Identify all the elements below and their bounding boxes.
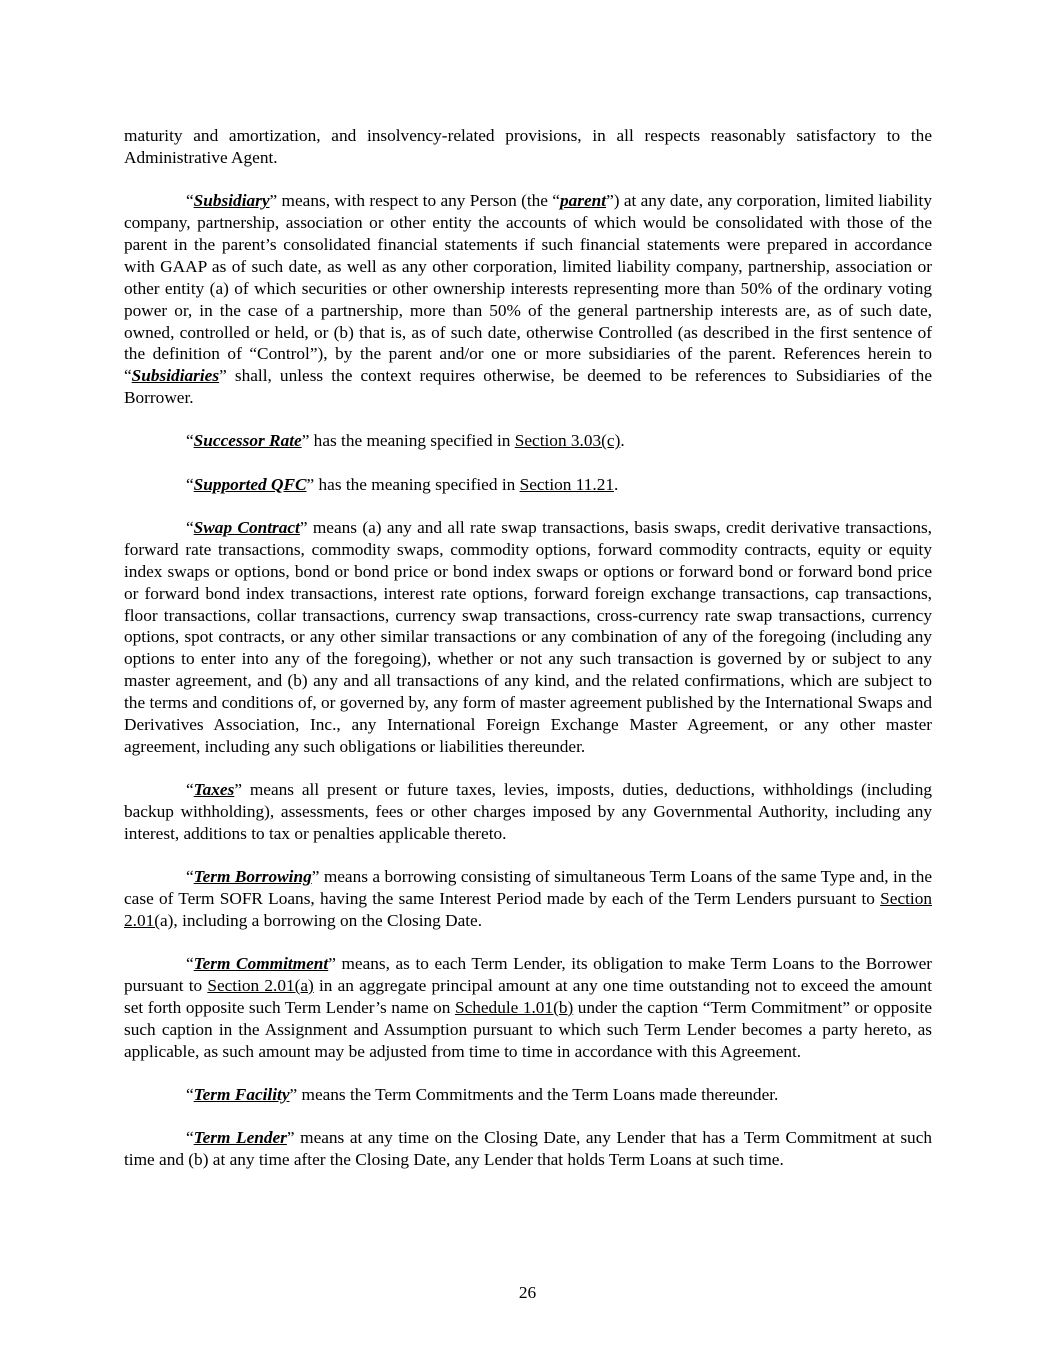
page-number: 26 [518, 1283, 537, 1302]
defined-term: Successor Rate [193, 431, 302, 451]
defined-term: Subsidiary [193, 191, 270, 211]
document-page [124, 125, 932, 1192]
defined-term: Term Facility [193, 1085, 290, 1104]
defined-term: Supported QFC [193, 474, 307, 494]
definition-swap-contract: “Swap Contract” means (a) any and all rate swap transactions, basis swaps, credit derivative transactions, forward rate transactions, commodity swaps, commodity options, forward commodity contracts, equity or equity index swaps or options, bond or bond price or bond index swaps or options or forward bond or forward bond price or forward bond index transactions, interest rate options, forward foreign exchange transactions, cap transactions, floor transactions, collar transactions, currency swap transactions, cross-currency rate swap transactions, currency options, spot contracts, or any other similar transactions or any combination of any of the foregoing (including any options to enter into any of the foregoing), whether or not any such transaction is governed by or subject to any master agreement, and (b) any and all transactions of any kind, and the related confirmations, which are subject to the terms and conditions of, or governed by, any form of master agreement published by the International Swaps and Derivatives Association, Inc., any International Foreign Exchange Master Agreement, or any other master agreement, including any such obligations or liabilities thereunder. [124, 517, 933, 756]
definition-term-lender: “Term Lender” means at any time on the Closing Date, any Lender that has a Term Commitment at such time and (b) at any time after the Closing Date, any Lender that holds Term Loans at such time. [124, 1128, 933, 1170]
defined-term: parent [559, 191, 607, 211]
section-reference: Section 11.21 [519, 474, 614, 494]
defined-term: Subsidiaries [131, 366, 220, 386]
definition-subsidiary: “Subsidiary” means, with respect to any Person (the “parent”) at any date, any corporation, limited liability company, partnership, association or other entity the accounts of which would be consolidated with those of the parent in the parent’s consolidated financial statements if such financial statements were prepared in accordance with GAAP as of such date, as well as any other corporation, limited liability company, partnership, association or other entity (a) of which securities or other ownership interests representing more than 50% of the ordinary voting power or, in the case of a partnership, more than 50% of the general partnership interests are, as of such date, owned, controlled or held, or (b) that is, as of such date, otherwise Controlled (as described in the first sentence of the definition of “Control”), by the parent and/or one or more subsidiaries of the parent. References herein to “Subsidiaries” shall, unless the context requires otherwise, be deemed to be references to Subsidiaries of the Borrower. [124, 191, 932, 408]
definition-successor-rate: “Successor Rate” has the meaning specified in Section 3.03(c). [186, 431, 625, 451]
schedule-reference: Schedule 1.01(b) [454, 997, 574, 1017]
defined-term: Term Commitment [193, 954, 329, 974]
section-reference: Section 2.01(a) [207, 976, 314, 996]
definition-term-facility: “Term Facility” means the Term Commitments and the Term Loans made thereunder. [186, 1085, 779, 1104]
definition-supported-qfc: “Supported QFC” has the meaning specified in Section 11.21. [186, 474, 619, 494]
section-reference: Section 2.01( [124, 889, 932, 930]
defined-term: Swap Contract [193, 517, 300, 537]
defined-term: Term Borrowing [193, 867, 312, 887]
definition-taxes: “Taxes” means all present or future taxes, levies, imposts, duties, deductions, withholdings (including backup withholding), assessments, fees or other charges imposed by any Governmental Authority, including any interest, additions to tax or penalties applicable thereto. [124, 780, 932, 843]
defined-term: Taxes [193, 780, 235, 800]
definition-term-commitment: “Term Commitment” means, as to each Term Lender, its obligation to make Term Loans to the Borrower pursuant to Section 2.01(a) in an aggregate principal amount at any one time outstanding not to exceed the amount set forth opposite such Term Lender’s name on Schedule 1.01(b) under the caption “Term Commitment” or opposite such caption in the Assignment and Assumption pursuant to which such Term Lender becomes a party hereto, as applicable, as such amount may be adjusted from time to time in accordance with this Agreement. [124, 954, 932, 1061]
definition-term-borrowing: “Term Borrowing” means a borrowing consisting of simultaneous Term Loans of the same Type and, in the case of Term SOFR Loans, having the same Interest Period made by each of the Term Lenders pursuant to Section 2.01(a), including a borrowing on the Closing Date. [124, 867, 933, 930]
section-reference: Section 3.03(c) [514, 431, 621, 451]
defined-term: Term Lender [193, 1128, 287, 1148]
intro-paragraph: maturity and amortization, and insolvency-related provisions, in all respects reasonably satisfactory to the Administrative Agent. [124, 126, 932, 167]
